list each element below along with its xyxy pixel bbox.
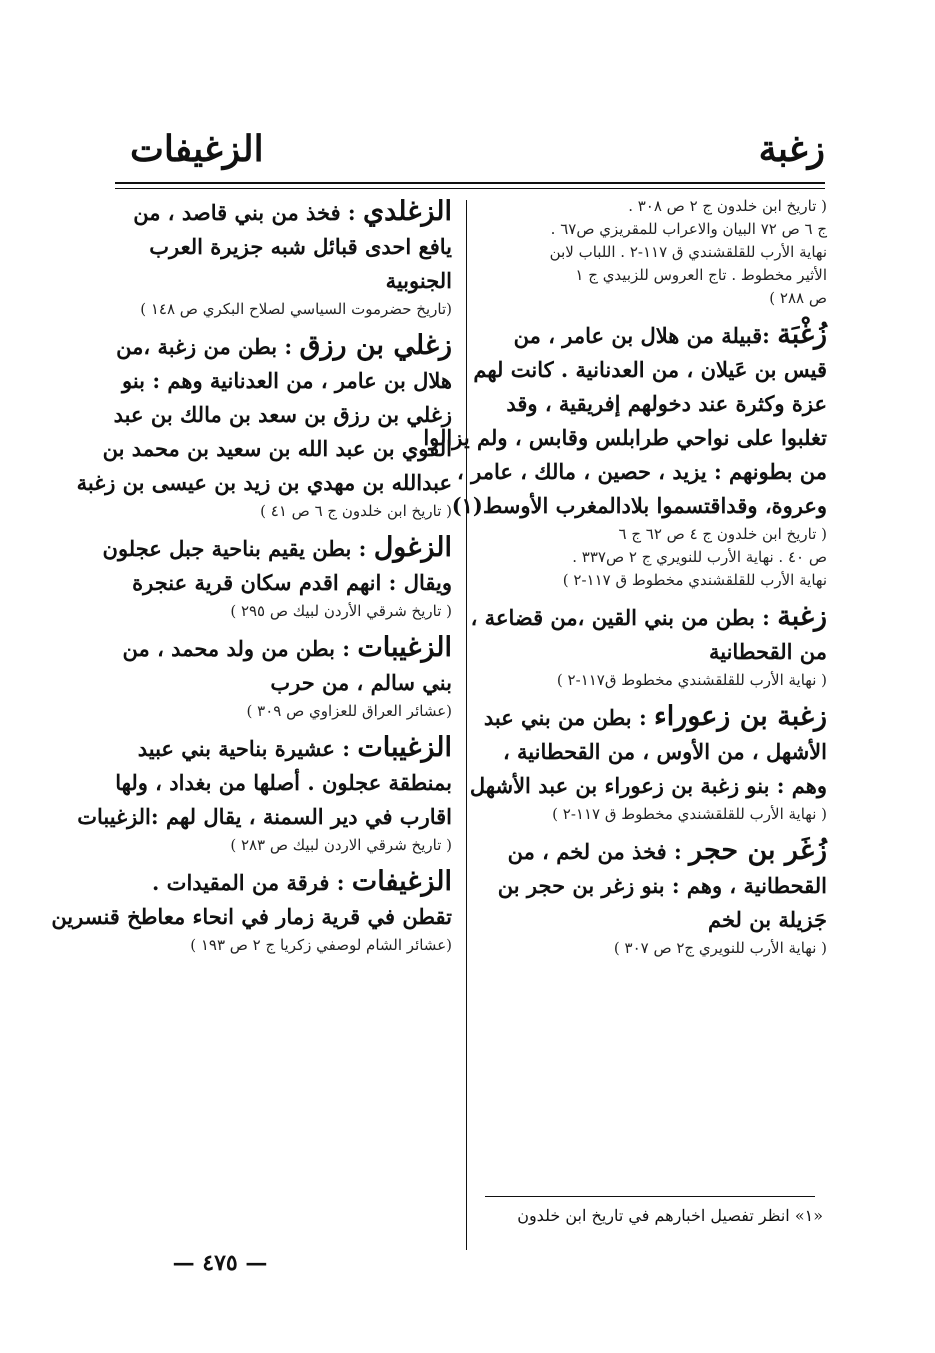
right-column <box>423 195 827 968</box>
source-line: نهاية الأرب للقلقشندي ق ١١٧-٢ . اللباب لابن <box>549 243 827 261</box>
source-line: ( تاريخ ابن خلدون ج ٦ ص ٤١ ) <box>260 502 452 520</box>
entry-term: زُغَر بن حجر <box>689 835 827 866</box>
entry-text: وهم : بنو زغبة بن زعوراء بن عبد الأشهل <box>469 773 827 798</box>
source-line: ( نهاية الأرب للقلقشندي مخطوط ق١١٧-٢ ) <box>556 671 827 689</box>
entry-text: :قبيلة من هلال بن عامر ، من <box>513 323 770 348</box>
source-line: (عشائر العراق للعزاوي ص ٣٠٩ ) <box>246 702 452 720</box>
source-line: ( نهاية الأرب للنويري ج٢ ص ٣٠٧ ) <box>613 939 827 957</box>
entry-text: عبدالله بن مهدي بن زيد بن عيسى بن زغبة <box>76 470 452 495</box>
header-right-title: زغبة <box>758 128 825 170</box>
entry-term: الزغيبات <box>357 732 452 763</box>
entry-zughli-bin-rizq <box>76 329 452 523</box>
entry-zughaybat-harb <box>112 631 452 723</box>
header-left-title: الزغيفات <box>130 128 264 170</box>
entry-text: يافع احدى قبائل شبه جزيرة العرب <box>149 234 452 259</box>
entry-text: : فرقة من المقيدات . <box>152 870 345 895</box>
source-line: ص ٢٨٨ ) <box>769 289 827 307</box>
entry-zughba-qudaa <box>470 600 827 692</box>
footnote: «١» انظر تفصيل اخبارهم في تاريخ ابن خلدون <box>517 1206 823 1225</box>
source-line: ( نهاية الأرب للقلقشندي مخطوط ق ١١٧-٢ ) <box>552 805 827 823</box>
entry-text: بمنطقة عجلون . أصلها من بغداد ، ولها <box>115 770 452 795</box>
entry-text: القحطانية ، وهم : بنو زغر بن حجر بن <box>497 873 827 898</box>
left-column <box>51 195 452 965</box>
entry-text: عزة وكثرة عند دخولهم إفريقية ، وقد <box>506 391 827 416</box>
entry-zughaybat-ajloun <box>77 731 452 857</box>
entry-text: القوي بن عبد الله بن سعيد بن محمد بن <box>102 436 452 461</box>
entry-zughba-zaura <box>469 700 827 826</box>
entry-zughayfat <box>51 865 452 957</box>
entry-text: : بطن من بني القين ،من قضاعة ، <box>470 605 770 630</box>
entry-term: الزغيبات <box>357 632 452 663</box>
entry-text: : بطن من بني عبد <box>483 705 647 730</box>
entry-text: : فخذ من لخم ، من <box>507 839 682 864</box>
source-line: ص ٤٠ . نهاية الأرب للنويري ج ٢ ص٣٣٧ . <box>572 548 827 566</box>
entry-text: زغلي بن رزق بن سعد بن مالك بن عبد <box>113 402 452 427</box>
entry-text: قيس بن عَيلان ، من العدنانية . كانت لهم <box>473 357 827 382</box>
entry-zughar-bin-hajar <box>487 834 827 960</box>
entry-term: زغبة <box>777 601 827 632</box>
page-number: — ٤٧٥ — <box>172 1250 268 1276</box>
source-line: ( تاريخ ابن خلدون ج ٢ ص ٣٠٨ . <box>628 197 827 215</box>
entry-text: من القحطانية <box>708 639 827 664</box>
entry-text: اقارب في دير السمنة ، يقال لهم :الزغيبات <box>77 804 452 829</box>
column-divider <box>466 200 467 1250</box>
entry-text: ويقال : انهم اقدم سكان قرية عنجرة <box>132 570 452 595</box>
source-line: ( تاريخ ابن خلدون ج ٤ ص ٦٢ ج ٦ <box>618 525 827 543</box>
footnote-rule <box>485 1196 815 1197</box>
entry-text: الجنوبية <box>385 268 452 293</box>
entry-text: : فخذ من بني قاصد ، من <box>133 200 356 225</box>
entry-text: الأشهل ، من الأوس ، من القحطانية ، <box>502 739 827 764</box>
entry-zaghaldi <box>112 195 452 321</box>
entry-zughba-tribe <box>423 318 827 592</box>
entry-term: الزغلدي <box>363 196 452 227</box>
source-line: ج ٦ ص ٧٢ البيان والاعراب للمقريزي ص٦٧ . <box>550 220 827 238</box>
source-line: الأثير مخطوط . تاج العروس للزبيدي ج ١ <box>575 266 827 284</box>
entry-text: : بطن من ولد محمد ، من <box>122 636 350 661</box>
entry-zughul <box>102 531 452 623</box>
entry-term: الزغول <box>373 532 452 563</box>
entry-text: تغلبوا على نواحي طرابلس وقابس ، ولم يزالوا <box>423 425 827 450</box>
entry-term: الزغيفات <box>351 866 452 897</box>
source-line: نهاية الأرب للقلقشندي مخطوط ق ١١٧-٢ ) <box>562 571 827 589</box>
entry-text: تقطن في قرية زمار في انحاء معاطخ قنسرين <box>51 904 452 929</box>
entry-text: من بطونهم : يزيد ، حصين ، مالك ، عامر ، <box>457 459 827 484</box>
header-rule-thin <box>115 188 825 189</box>
entry-term: زغبة بن زعوراء <box>654 701 827 732</box>
entry-text: جَزيلة بن لخم <box>707 907 827 932</box>
entry-text: بني سالم ، من حرب <box>270 670 452 695</box>
entry-text: وعروة، وقداقتسموا بلادالمغرب الأوسط(١) <box>451 493 827 518</box>
entry-text: هلال بن عامر ، من العدنانية وهم : بنو <box>121 368 452 393</box>
entry-text: : بطن يقيم بناحية جبل عجلون <box>102 536 367 561</box>
top-source <box>487 195 827 310</box>
entry-term: زُغْبَة <box>777 319 827 350</box>
entry-text: : بطن من زغبة ،من <box>116 334 293 359</box>
entry-text: : عشيرة بناحية بني عبيد <box>137 736 350 761</box>
source-line: ( تاريخ شرقي الاردن لبيك ص ٢٨٣ ) <box>230 836 452 854</box>
source-line: ( تاريخ شرقي الأردن لبيك ص ٢٩٥ ) <box>230 602 452 620</box>
source-line: (عشائر الشام لوصفي زكريا ج ٢ ص ١٩٣ ) <box>190 936 452 954</box>
entry-term: زغلي بن رزق <box>299 330 452 361</box>
source-line: (تاريخ حضرموت السياسي لصلاح البكري ص ١٤٨ ) <box>140 300 452 318</box>
header-rule <box>115 182 825 184</box>
